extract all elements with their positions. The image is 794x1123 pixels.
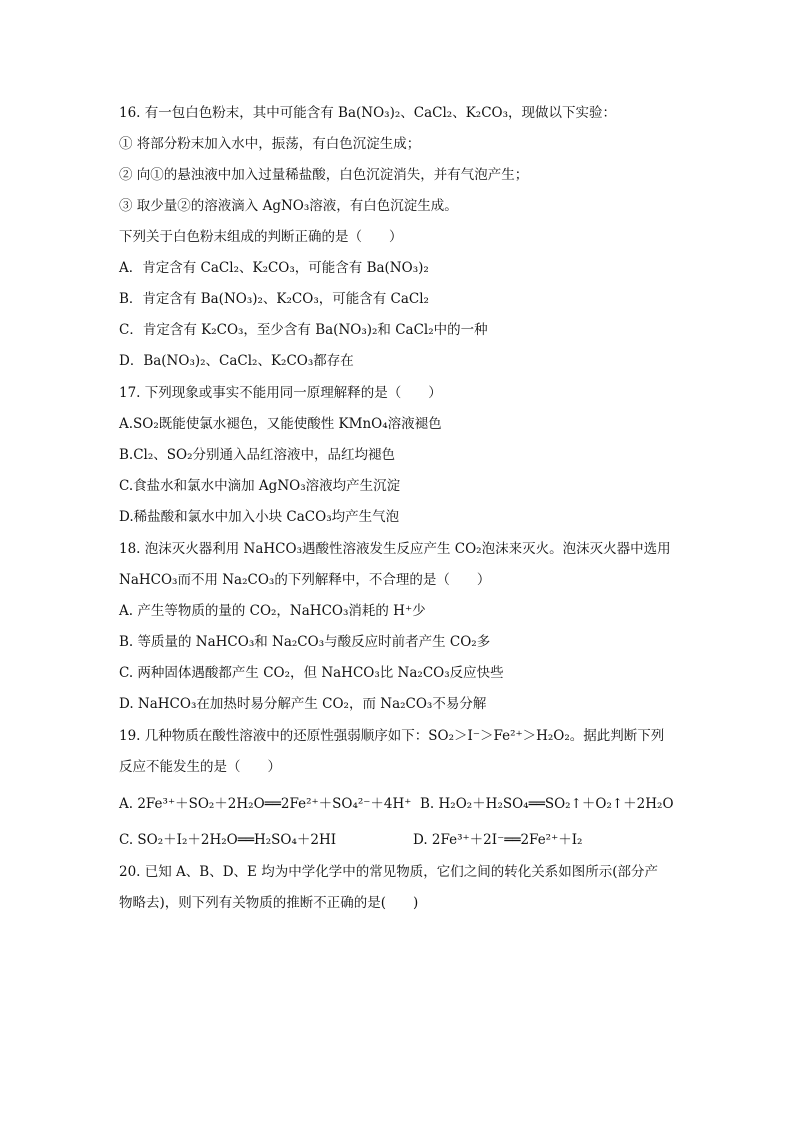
q18-stem-line-2: NaHCO₃而不用 Na₂CO₃的下列解释中，不合理的是（ ）: [119, 572, 491, 588]
q19-stem-line-2: 反应不能发生的是（ ）: [119, 759, 281, 775]
q19-option-b: B. H₂O₂＋H₂SO₄══SO₂↑＋O₂↑＋2H₂O: [420, 796, 674, 812]
q20-stem-line-2: 物略去)，则下列有关物质的推断不正确的是( ): [119, 895, 419, 911]
q19-option-c: C. SO₂＋I₂＋2H₂O══H₂SO₄＋2HI: [119, 832, 337, 848]
q16-option-b: B．肯定含有 Ba(NO₃)₂、K₂CO₃，可能含有 CaCl₂: [119, 291, 429, 307]
q16-option-c: C．肯定含有 K₂CO₃，至少含有 Ba(NO₃)₂和 CaCl₂中的一种: [119, 322, 488, 338]
q16-ask: 下列关于白色粉末组成的判断正确的是（ ）: [119, 229, 403, 245]
q18-option-a: A. 产生等物质的量的 CO₂，NaHCO₃消耗的 H⁺少: [119, 603, 426, 619]
q18-stem-line-1: 18. 泡沫灭火器利用 NaHCO₃遇酸性溶液发生反应产生 CO₂泡沫来灭火。泡沫灭火器中选用: [119, 541, 671, 557]
q18-option-c: C. 两种固体遇酸都产生 CO₂，但 NaHCO₃比 Na₂CO₃反应快些: [119, 665, 504, 681]
q19-stem-line-1: 19. 几种物质在酸性溶液中的还原性强弱顺序如下：SO₂＞I⁻＞Fe²⁺＞H₂O₂。据此判断下列: [119, 728, 665, 744]
q17-option-b: B.Cl₂、SO₂分别通入品红溶液中，品红均褪色: [119, 447, 395, 463]
q18-option-d: D. NaHCO₃在加热时易分解产生 CO₂，而 Na₂CO₃不易分解: [119, 696, 487, 712]
q16-step-2: ② 向①的悬浊液中加入过量稀盐酸，白色沉淀消失，并有气泡产生；: [119, 167, 529, 183]
q16-stem: 16. 有一包白色粉末，其中可能含有 Ba(NO₃)₂、CaCl₂、K₂CO₃，现做以下实验：: [119, 105, 617, 121]
q17-option-a: A.SO₂既能使氯水褪色，又能使酸性 KMnO₄溶液褪色: [119, 416, 442, 432]
q20-stem-line-1: 20. 已知 A、B、D、E 均为中学化学中的常见物质，它们之间的转化关系如图所示(部分产: [119, 864, 658, 880]
q17-stem: 17. 下列现象或事实不能用同一原理解释的是（ ）: [119, 385, 442, 401]
q19-option-a: A. 2Fe³⁺＋SO₂＋2H₂O══2Fe²⁺＋SO₄²⁻＋4H⁺: [119, 796, 412, 812]
q16-step-3: ③ 取少量②的溶液滴入 AgNO₃溶液，有白色沉淀生成。: [119, 198, 458, 214]
q16-option-d: D．Ba(NO₃)₂、CaCl₂、K₂CO₃都存在: [119, 353, 354, 369]
q16-option-a: A．肯定含有 CaCl₂、K₂CO₃，可能含有 Ba(NO₃)₂: [119, 260, 429, 276]
q16-step-1: ① 将部分粉末加入水中，振荡，有白色沉淀生成；: [119, 136, 421, 152]
q17-option-d: D.稀盐酸和氯水中加入小块 CaCO₃均产生气泡: [119, 509, 400, 525]
q17-option-c: C.食盐水和氯水中滴加 AgNO₃溶液均产生沉淀: [119, 478, 401, 494]
q19-option-d: D. 2Fe³⁺＋2I⁻══2Fe²⁺＋I₂: [413, 832, 583, 848]
q18-option-b: B. 等质量的 NaHCO₃和 Na₂CO₃与酸反应时前者产生 CO₂多: [119, 634, 491, 650]
